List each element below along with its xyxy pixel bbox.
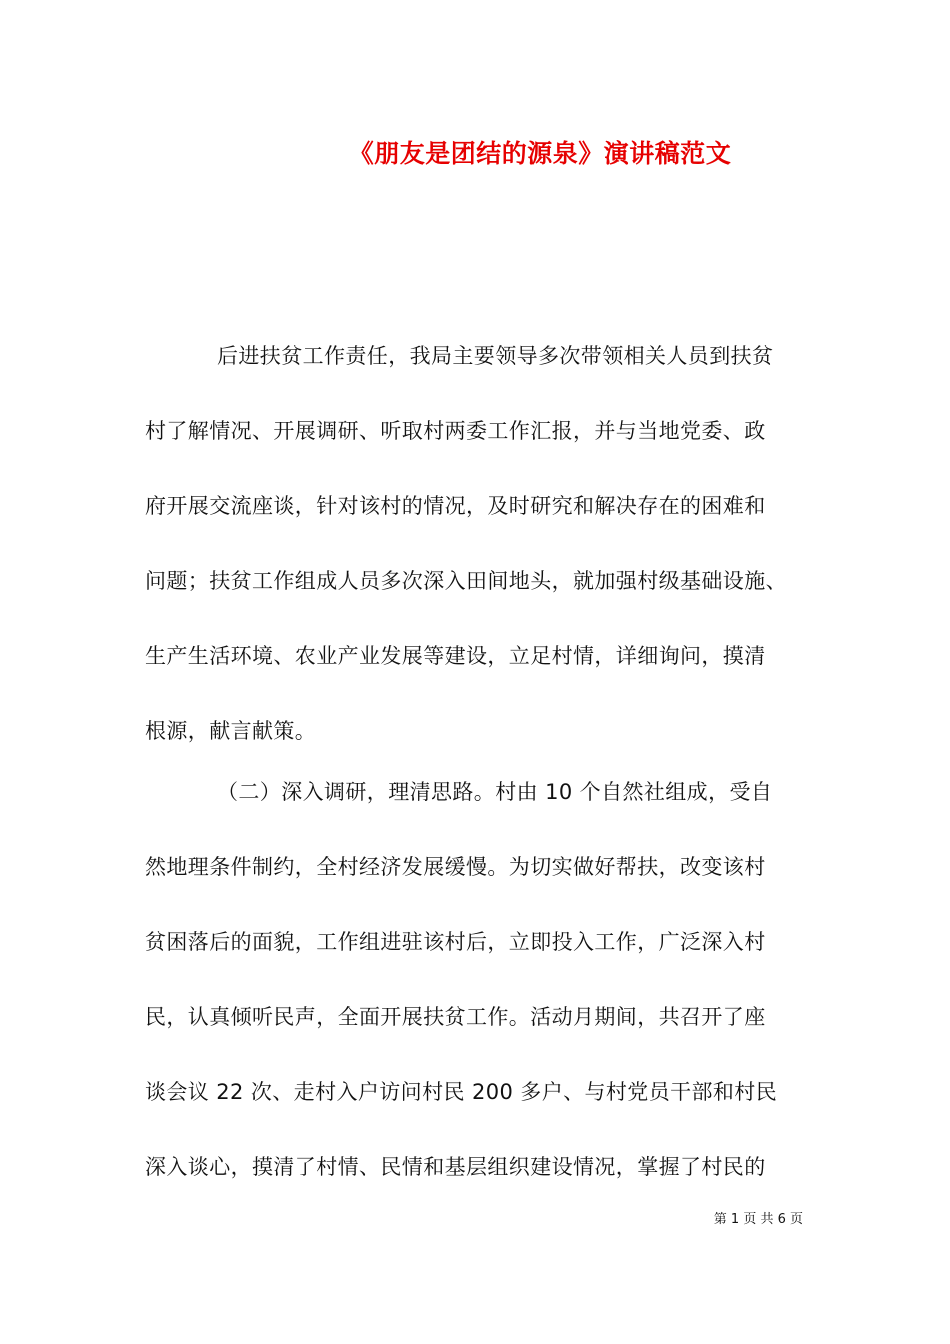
paragraph-line: 府开展交流座谈，针对该村的情况，及时研究和解决存在的困难和	[145, 494, 766, 518]
paragraph-line: （二）深入调研，理清思路。村由 10 个自然社组成，受自	[217, 780, 773, 804]
page-number: 第 1 页 共 6 页	[713, 1212, 803, 1227]
paragraph-line: 问题；扶贫工作组成人员多次深入田间地头，就加强村级基础设施、	[145, 569, 787, 593]
paragraph-line: 深入谈心，摸清了村情、民情和基层组织建设情况，掌握了村民的	[145, 1155, 766, 1179]
paragraph-line: 生产生活环境、农业产业发展等建设，立足村情，详细询问，摸清	[145, 644, 766, 668]
paragraph-line: 谈会议 22 次、走村入户访问村民 200 多户、与村党员干部和村民	[145, 1080, 778, 1104]
paragraph-line: 贫困落后的面貌，工作组进驻该村后，立即投入工作，广泛深入村	[145, 930, 766, 954]
document-title: 《朋友是团结的源泉》演讲稿范文	[348, 139, 732, 168]
paragraph-line: 村了解情况、开展调研、听取村两委工作汇报，并与当地党委、政	[145, 419, 766, 443]
paragraph-line: 然地理条件制约，全村经济发展缓慢。为切实做好帮扶，改变该村	[145, 855, 766, 879]
paragraph-line: 后进扶贫工作责任，我局主要领导多次带领相关人员到扶贫	[217, 344, 774, 368]
paragraph-line: 民，认真倾听民声，全面开展扶贫工作。活动月期间，共召开了座	[145, 1005, 766, 1029]
paragraph-line: 根源，献言献策。	[145, 719, 317, 743]
